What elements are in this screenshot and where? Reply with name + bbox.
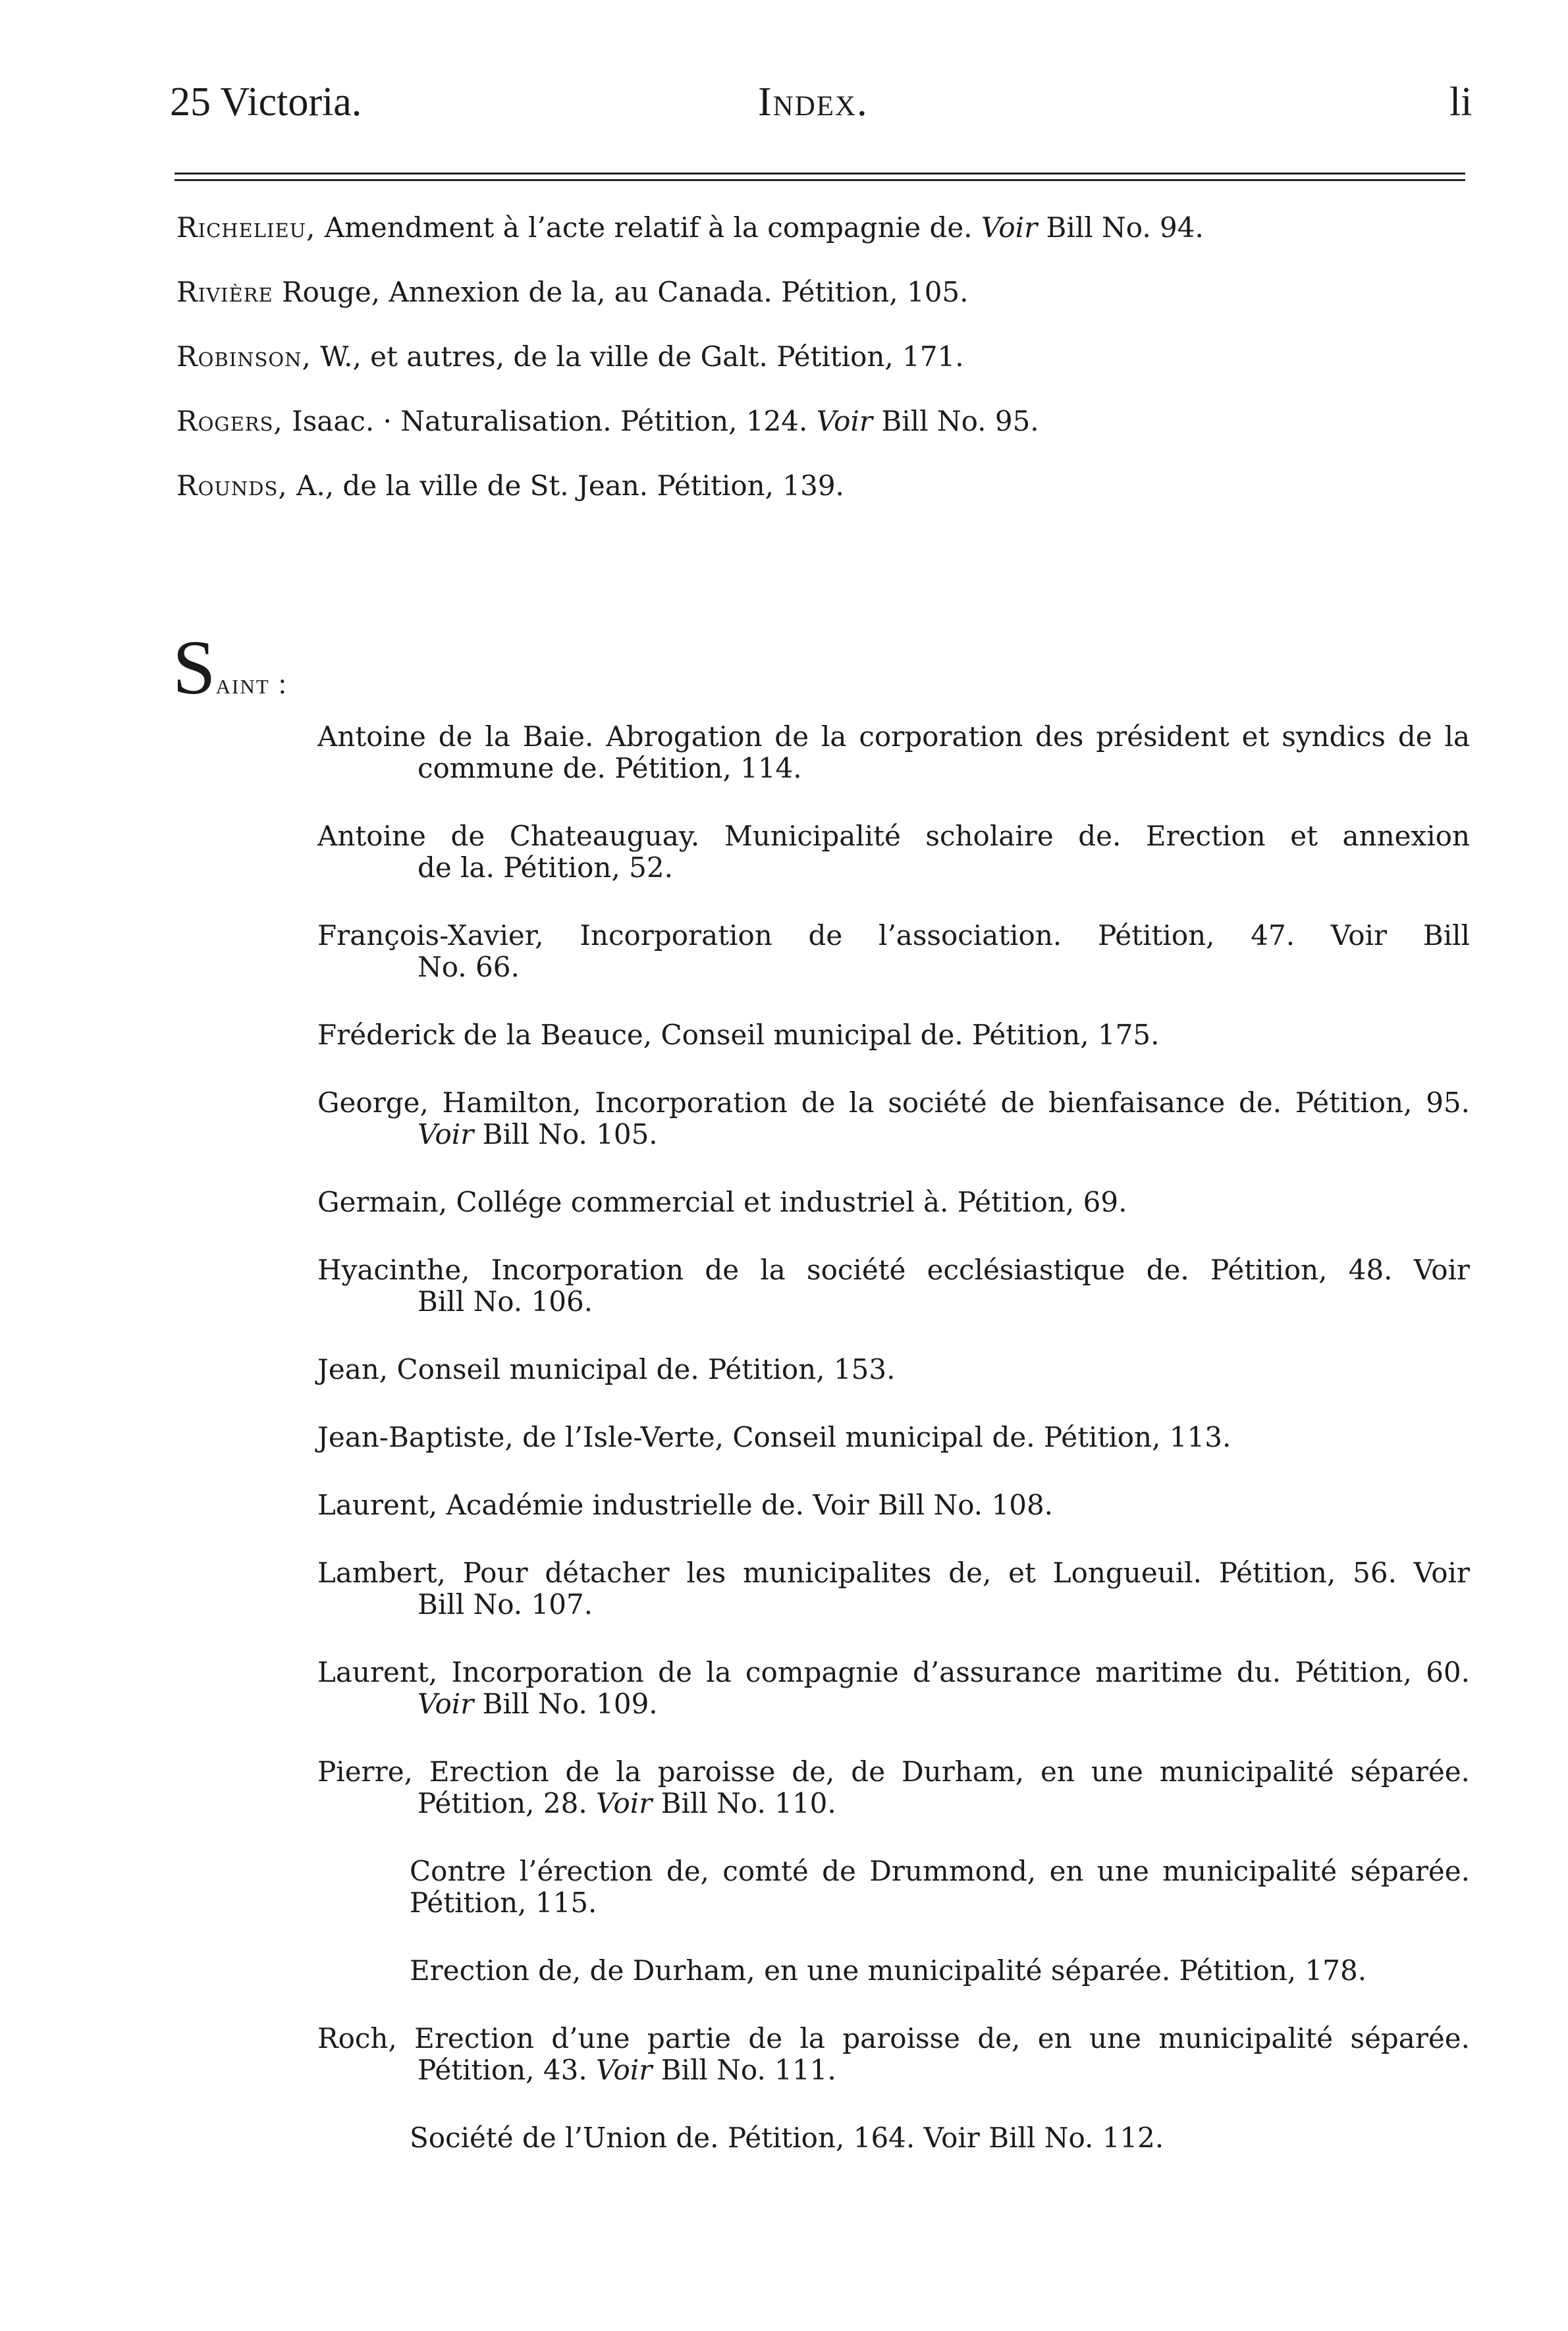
- subentry-line-1: Jean, Conseil municipal de. Pétition, 153.: [317, 1353, 896, 1385]
- heading-colon: :: [269, 668, 288, 700]
- entry-text: Amendment à l’acte relatif à la compagnie de.: [315, 211, 981, 244]
- entry-name: Robinson,: [176, 340, 311, 373]
- subentry-line-2: [317, 1589, 1470, 1621]
- subentry: [317, 1422, 1470, 1453]
- subentry-line-1: Germain, Collége commercial et industriel à. Pétition, 69.: [317, 1186, 1127, 1218]
- entry-voir: Voir: [981, 211, 1038, 244]
- subentry-line-2-text: Pétition, 115.: [410, 1887, 597, 1919]
- entry-name: Rivière: [176, 276, 273, 308]
- subentry-line-1: François-Xavier, Incorporation de l’association. Pétition, 47. Voir Bill: [317, 919, 1470, 951]
- subentry-line-1: Société de l’Union de. Pétition, 164. Voir Bill No. 112.: [410, 2122, 1164, 2154]
- subentry-line-1: Roch, Erection d’une partie de la paroisse de, en une municipalité séparée.: [317, 2022, 1470, 2054]
- entry-text: A., de la ville de St. Jean. Pétition, 139.: [287, 469, 844, 502]
- entry-text: Isaac. · Naturalisation. Pétition, 124.: [283, 405, 817, 437]
- subentry-line-1: Lambert, Pour détacher les municipalites de, et Longueuil. Pétition, 56. Voir: [317, 1557, 1470, 1589]
- subentry-continuation: [317, 1955, 1470, 1987]
- saint-subentries: [317, 721, 1470, 2190]
- heading-initial: S: [173, 624, 216, 710]
- subentry: [317, 1187, 1470, 1218]
- subentry-line-2-text: commune de. Pétition, 114.: [418, 752, 802, 784]
- subentry-line-2-text: Bill No. 106.: [418, 1285, 593, 1318]
- subentry-line-2: [317, 1788, 1470, 1819]
- subentry-line-2: [410, 1887, 1470, 1919]
- subentry-line-1: Laurent, Académie industrielle de. Voir Bill No. 108.: [317, 1489, 1054, 1521]
- header-rule-top: [175, 173, 1465, 174]
- subentry-line-1: Contre l’érection de, comté de Drummond, en une municipalité séparée.: [410, 1855, 1470, 1887]
- header-volume: 25 Victoria.: [170, 80, 362, 124]
- heading-rest: aint: [215, 668, 270, 700]
- subentry-ref: Bill No. 111.: [652, 2054, 836, 2086]
- entry-ref: Bill No. 94.: [1037, 211, 1204, 244]
- index-entries-r: [176, 211, 1471, 533]
- subentry-line-1: Hyacinthe, Incorporation de la société ecclésiastique de. Pétition, 48. Voir: [317, 1254, 1470, 1286]
- subentry: [317, 1756, 1470, 1819]
- entry-name: Richelieu,: [176, 211, 316, 244]
- index-entry: [176, 469, 1471, 503]
- subentry-line-2: [317, 1119, 1470, 1150]
- subentry-line-2: [317, 1286, 1470, 1318]
- subentry-line-2: [317, 1688, 1470, 1720]
- subentry-line-2-text: No. 66.: [418, 951, 520, 983]
- subentry-line-2-text: de la. Pétition, 52.: [418, 851, 673, 884]
- subentry-continuation: [317, 1856, 1470, 1919]
- subentry-line-1: Laurent, Incorporation de la compagnie d’assurance maritime du. Pétition, 60.: [317, 1656, 1470, 1688]
- subentry: [317, 1489, 1470, 1521]
- subentry-line-1: George, Hamilton, Incorporation de la société de bienfaisance de. Pétition, 95.: [317, 1086, 1470, 1119]
- subentry-voir: Voir: [596, 2054, 653, 2086]
- subentry: [317, 2023, 1470, 2086]
- index-entry: [176, 340, 1471, 374]
- subentry-line-1: Fréderick de la Beauce, Conseil municipal de. Pétition, 175.: [317, 1019, 1160, 1051]
- entry-voir: Voir: [816, 405, 873, 437]
- header-page-number: li: [1449, 80, 1473, 124]
- subentry-line-1: Antoine de la Baie. Abrogation de la corporation des président et syndics de la: [317, 720, 1470, 753]
- subentry-line-1: Jean-Baptiste, de l’Isle-Verte, Conseil municipal de. Pétition, 113.: [317, 1421, 1231, 1453]
- subentry-ref: Bill No. 109.: [473, 1688, 658, 1720]
- entry-name: Rounds,: [176, 469, 288, 502]
- entry-name: Rogers,: [176, 405, 283, 437]
- subentry-line-2: [317, 2054, 1470, 2086]
- subentry-line-2-text: Pétition, 43.: [418, 2054, 597, 2086]
- index-entry: [176, 275, 1471, 309]
- entry-text: W., et autres, de la ville de Galt. Pétition, 171.: [311, 340, 964, 373]
- subentry: [317, 1354, 1470, 1385]
- entry-ref: Bill No. 95.: [872, 405, 1039, 437]
- index-entry: [176, 404, 1471, 439]
- subentry: [317, 1557, 1470, 1621]
- subentry-voir: Voir: [418, 1118, 474, 1150]
- subentry-continuation: [317, 2122, 1470, 2154]
- subentry: [317, 721, 1470, 784]
- subentry-line-2: [317, 753, 1470, 784]
- subentry: [317, 820, 1470, 884]
- index-entry: [176, 211, 1471, 245]
- header-rule-bottom: [175, 179, 1465, 181]
- subentry-line-2-text: Pétition, 28.: [418, 1787, 597, 1819]
- subentry-line-2: [317, 951, 1470, 983]
- subentry-voir: Voir: [418, 1688, 474, 1720]
- subentry: [317, 1019, 1470, 1051]
- subentry-ref: Bill No. 110.: [652, 1787, 836, 1819]
- subentry-ref: Bill No. 105.: [473, 1118, 658, 1150]
- subentry-voir: Voir: [596, 1787, 653, 1819]
- subentry: [317, 1087, 1470, 1150]
- subentry-line-2-text: Bill No. 107.: [418, 1588, 593, 1621]
- subentry-line-2: [317, 852, 1470, 884]
- section-heading-saint: [173, 624, 288, 710]
- page-header: [170, 79, 1487, 132]
- subentry: [317, 1657, 1470, 1720]
- subentry-line-1: Antoine de Chateauguay. Municipalité scholaire de. Erection et annexion: [317, 820, 1470, 852]
- subentry-line-1: Erection de, de Durham, en une municipalité séparée. Pétition, 178.: [410, 1954, 1367, 1987]
- header-title: Index.: [758, 80, 869, 124]
- subentry-line-1: Pierre, Erection de la paroisse de, de Durham, en une municipalité séparée.: [317, 1755, 1470, 1788]
- subentry: [317, 1254, 1470, 1318]
- subentry: [317, 920, 1470, 983]
- entry-text: Rouge, Annexion de la, au Canada. Pétition, 105.: [273, 276, 969, 308]
